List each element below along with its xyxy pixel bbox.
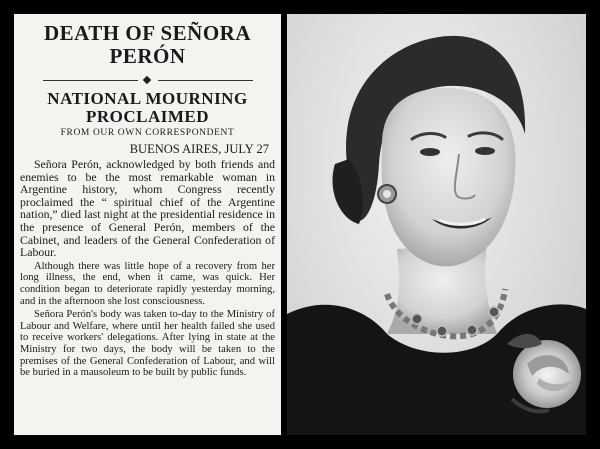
rule-line-right xyxy=(158,80,253,81)
diamond-ornament-icon xyxy=(142,76,150,84)
headline-line-2: PERÓN xyxy=(109,44,186,68)
byline: FROM OUR OWN CORRESPONDENT xyxy=(60,128,235,138)
rule-line-left xyxy=(43,80,138,81)
left-eye xyxy=(420,148,440,156)
paragraph-2: Although there was little hope of a recovery from her long illness, the end, when it came, was quick. Her condition began to deteriorate rapidly yesterday morning, and in the afternoon she lost consciousness. xyxy=(20,260,275,307)
portrait-illustration xyxy=(287,14,586,435)
subhead-line-2: PROCLAIMED xyxy=(85,107,210,126)
subheadline xyxy=(18,90,277,126)
paragraph-1: Señora Perón, acknowledged by both friends and enemies to be the most remarkable woman in Argentine history, whom Congress recently proclaimed the “ spiritual chief of the Argentine nation,” died last night at the presidential residence in the presence of General Perón, members of the Cabinet, and leaders of the General Confederation of Labour. xyxy=(20,157,275,260)
article-body xyxy=(20,158,275,379)
subhead-line-1: NATIONAL MOURNING xyxy=(47,89,248,108)
right-eye xyxy=(475,147,495,155)
portrait-photo xyxy=(287,14,586,435)
ornamental-rule xyxy=(43,76,253,84)
headline xyxy=(20,22,275,68)
necklace-gem-icon xyxy=(412,314,422,324)
newspaper-clipping xyxy=(14,14,281,435)
face-shape xyxy=(381,88,515,267)
dateline: BUENOS AIRES, JULY 27 xyxy=(129,142,269,156)
headline-line-1: DEATH OF SEÑORA xyxy=(43,21,252,45)
paragraph-3: Señora Perón's body was taken to-day to the Ministry of Labour and Welfare, where until her health failed she used to receive workers' delegations. After lying in state at the Ministry for two days, the body will be taken to the premises of the General Confederation of Labour, and will be buried in a mausoleum to be built by public funds. xyxy=(20,309,275,379)
